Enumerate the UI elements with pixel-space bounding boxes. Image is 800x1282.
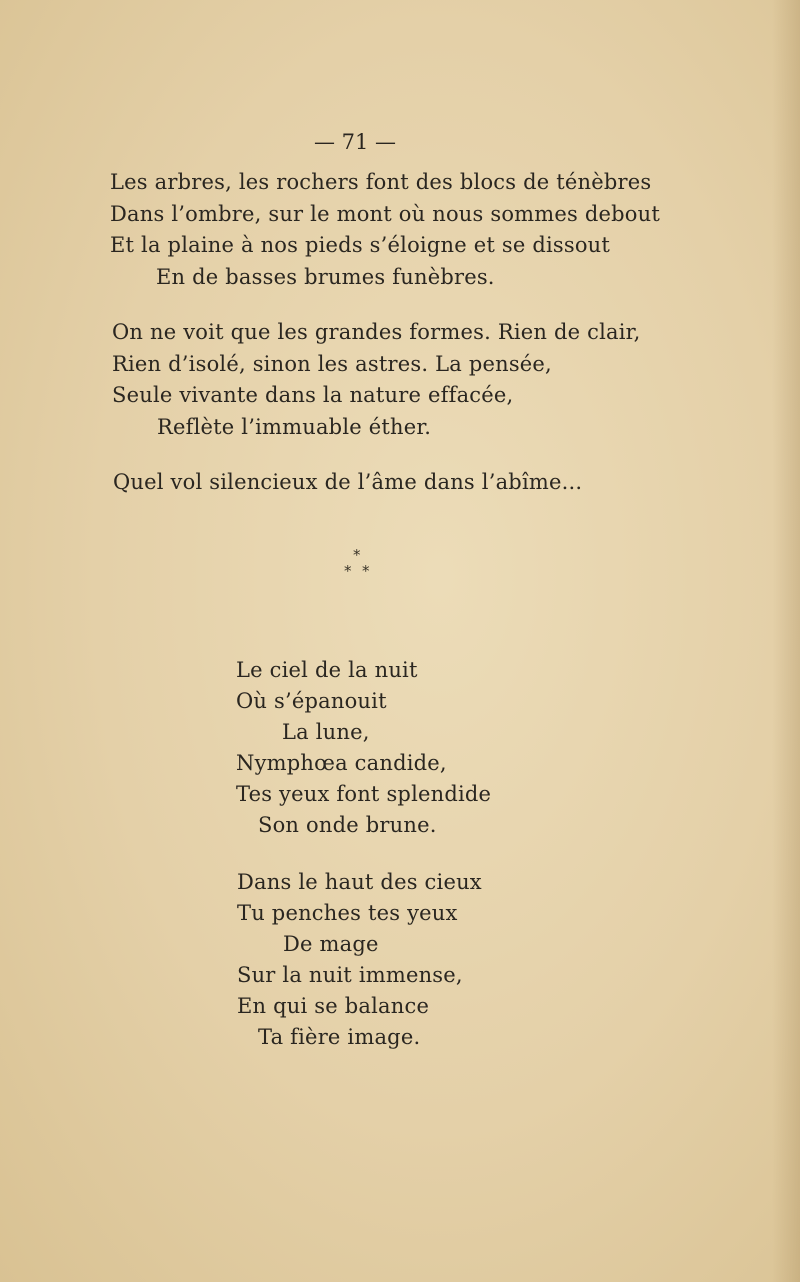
poem-line: De mage: [283, 932, 379, 956]
asterism-star: *: [362, 562, 370, 580]
poem-line: On ne voit que les grandes formes. Rien de clair,: [112, 320, 641, 344]
poem-line: Ta fière image.: [258, 1025, 421, 1049]
poem-line: Son onde brune.: [258, 813, 437, 837]
poem-line: La lune,: [282, 720, 370, 744]
poem-line: Tes yeux font splendide: [236, 782, 492, 806]
poem-line: Nymphœa candide,: [236, 751, 447, 775]
poem-line: En de basses brumes funèbres.: [156, 265, 495, 289]
poem-line: Tu penches tes yeux: [237, 901, 458, 925]
poem-line: En qui se balance: [237, 994, 430, 1018]
page-number: — 71 —: [313, 130, 397, 154]
poem-line: Où s’épanouit: [236, 689, 387, 713]
poem-line: Les arbres, les rochers font des blocs de ténèbres: [110, 170, 652, 194]
poem-line: Sur la nuit immense,: [237, 963, 463, 987]
poem-line: Rien d’isolé, sinon les astres. La pensée,: [112, 352, 552, 376]
poem-line: Quel vol silencieux de l’âme dans l’abîme...: [113, 470, 583, 494]
asterism-star: *: [344, 562, 352, 580]
asterism-separator: [340, 548, 380, 592]
asterism-star: *: [353, 546, 361, 564]
poem-line: Reflète l’immuable éther.: [157, 415, 432, 439]
poem-line: Dans le haut des cieux: [237, 870, 482, 894]
poem-line: Dans l’ombre, sur le mont où nous sommes debout: [110, 202, 661, 226]
poem-line: Le ciel de la nuit: [236, 658, 418, 682]
poem-line: Et la plaine à nos pieds s’éloigne et se dissout: [110, 233, 611, 257]
poem-line: Seule vivante dans la nature effacée,: [112, 383, 514, 407]
